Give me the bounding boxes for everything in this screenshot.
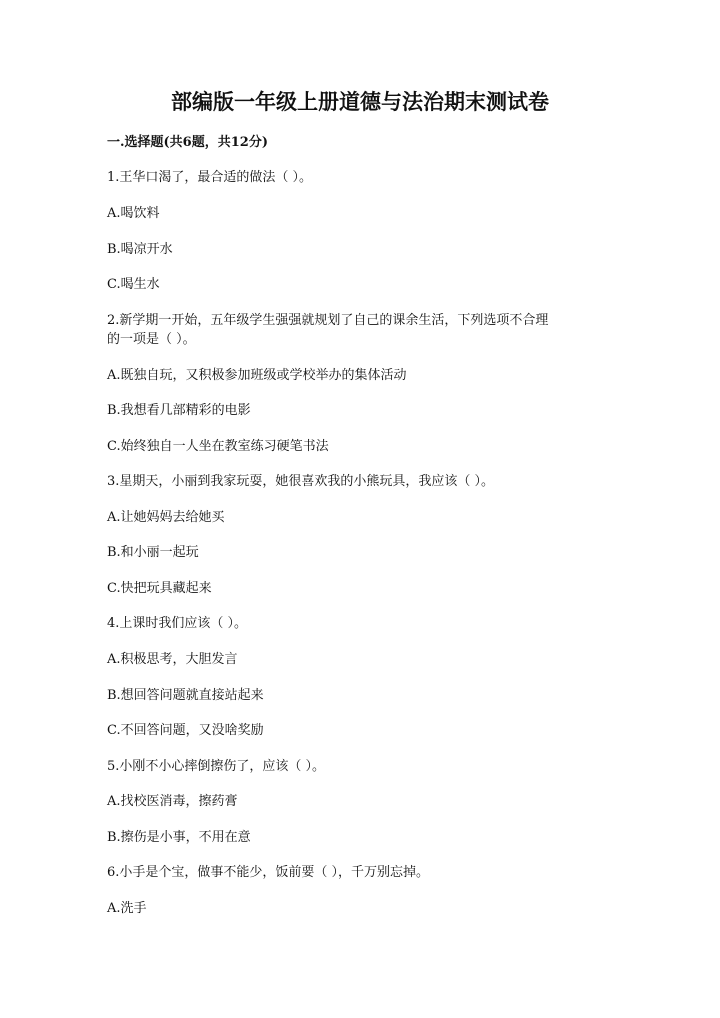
question-2-option-c: C.始终独自一人坐在教室练习硬笔书法 bbox=[107, 439, 329, 454]
question-2-stem-line-1: 2.新学期一开始，五年级学生强强就规划了自己的课余生活，下列选项不合理 bbox=[107, 313, 549, 328]
question-6-stem: 6.小手是个宝，做事不能少，饭前要（ ），千万别忘掉。 bbox=[107, 865, 430, 880]
question-5-option-b: B.擦伤是小事，不用在意 bbox=[107, 830, 251, 845]
question-5-stem: 5.小刚不小心摔倒擦伤了，应该（ ）。 bbox=[107, 759, 326, 774]
question-3-option-c: C.快把玩具藏起来 bbox=[107, 581, 212, 596]
question-4-stem: 4.上课时我们应该（ ）。 bbox=[107, 616, 248, 631]
question-3-option-b: B.和小丽一起玩 bbox=[107, 545, 199, 560]
question-3-stem: 3.星期天，小丽到我家玩耍，她很喜欢我的小熊玩具，我应该（ ）。 bbox=[107, 474, 495, 489]
question-5-option-a: A.找校医消毒，擦药膏 bbox=[107, 794, 238, 809]
section-heading: 一.选择题(共6题，共12分) bbox=[107, 135, 268, 150]
question-2-option-b: B.我想看几部精彩的电影 bbox=[107, 403, 251, 418]
question-4-option-c: C.不回答问题，又没啥奖励 bbox=[107, 723, 264, 738]
question-4-option-a: A.积极思考，大胆发言 bbox=[107, 652, 238, 667]
question-1-option-b: B.喝凉开水 bbox=[107, 242, 173, 257]
question-2-stem-line-2: 的一项是（ ）。 bbox=[107, 332, 196, 347]
question-4-option-b: B.想回答问题就直接站起来 bbox=[107, 688, 264, 703]
question-6-option-a: A.洗手 bbox=[107, 901, 147, 916]
page-title: 部编版一年级上册道德与法治期末测试卷 bbox=[171, 89, 549, 114]
question-1-option-a: A.喝饮料 bbox=[107, 206, 160, 221]
question-1-option-c: C.喝生水 bbox=[107, 277, 160, 292]
question-2-option-a: A.既独自玩，又积极参加班级或学校举办的集体活动 bbox=[107, 368, 407, 383]
question-3-option-a: A.让她妈妈去给她买 bbox=[107, 510, 225, 525]
question-1-stem: 1.王华口渴了，最合适的做法（ ）。 bbox=[107, 170, 313, 185]
